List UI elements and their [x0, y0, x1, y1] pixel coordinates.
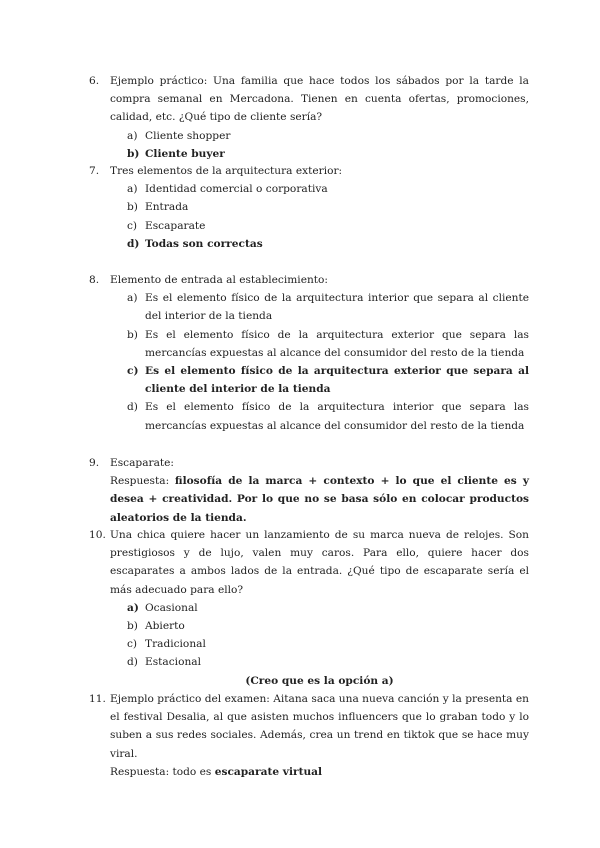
option-a	[127, 599, 529, 617]
answer-paragraph	[110, 472, 529, 527]
question-11	[89, 690, 529, 781]
option-text: Abierto	[145, 620, 185, 633]
answer-label: Respuesta:	[110, 475, 170, 488]
answer-text: filosofía de la marca + contexto + lo que el cliente es y desea + creatividad. Por lo que no se basa sólo en colocar productos aleatorios de la tienda.	[110, 475, 529, 524]
question-7	[89, 162, 529, 253]
option-text: Es el elemento físico de la arquitectura exterior que separa al cliente del interior de la tienda	[145, 365, 529, 396]
option-b	[127, 617, 529, 635]
question-6	[89, 72, 529, 163]
answer-label: Respuesta: todo es	[110, 765, 212, 778]
option-letter: c)	[127, 365, 139, 378]
option-d	[127, 653, 529, 671]
option-c	[127, 217, 529, 235]
option-text: Escaparate	[145, 219, 206, 232]
question-number: 10.	[89, 529, 106, 541]
option-b	[127, 326, 529, 362]
option-text: Ocasional	[145, 601, 198, 614]
option-letter: b)	[127, 201, 138, 214]
option-text: Identidad comercial o corporativa	[145, 183, 328, 196]
options-list	[127, 127, 529, 163]
option-letter: b)	[127, 620, 138, 633]
question-number: 11.	[89, 693, 106, 705]
question-text: Una chica quiere hacer un lanzamiento de su marca nueva de relojes. Son prestigiosos y de lujo, valen muy caros. Para ello, quiere hacer dos escaparates a ambos lados de la entrada. ¿Qué tipo de escaparate sería el más adecuado para ello?	[110, 529, 529, 596]
option-text: Cliente buyer	[145, 147, 225, 160]
option-text: Cliente shopper	[145, 129, 231, 142]
option-text: Todas son correctas	[145, 237, 263, 250]
option-letter: d)	[127, 237, 140, 250]
answer-paragraph	[110, 763, 529, 781]
option-b-correct	[127, 145, 529, 163]
question-text: Elemento de entrada al establecimiento:	[110, 274, 328, 286]
question-8	[89, 271, 529, 435]
option-letter: d)	[127, 401, 138, 414]
option-letter: a)	[127, 601, 139, 614]
question-text: Ejemplo práctico del examen: Aitana saca una nueva canción y la presenta en el festival Desalia, al que asisten muchos influencers que lo graban todo y lo suben a sus redes sociales. Además, crea un trend en tiktok que se hace muy viral.	[110, 693, 529, 760]
option-letter: b)	[127, 147, 140, 160]
author-note: (Creo que es la opción a)	[245, 674, 394, 687]
option-letter: a)	[127, 183, 138, 196]
option-a	[127, 289, 529, 325]
option-text: Estacional	[145, 656, 201, 669]
option-d	[127, 398, 529, 434]
option-b	[127, 198, 529, 216]
option-letter: a)	[127, 292, 138, 305]
question-text: Tres elementos de la arquitectura exterior:	[110, 165, 343, 177]
option-a	[127, 127, 529, 145]
option-c-correct	[127, 362, 529, 398]
question-number: 8.	[89, 274, 100, 286]
option-letter: c)	[127, 638, 138, 651]
option-c	[127, 635, 529, 653]
question-number: 6.	[89, 75, 100, 87]
options-list	[127, 599, 529, 672]
options-list	[127, 180, 529, 253]
option-text: Es el elemento físico de la arquitectura interior que separa al cliente del interior de la tienda	[145, 292, 529, 323]
option-text: Es el elemento físico de la arquitectura interior que separa las mercancías expuestas al alcance del consumidor del resto de la tienda	[145, 401, 529, 432]
question-9	[89, 454, 529, 527]
options-list	[127, 289, 529, 435]
option-text: Tradicional	[145, 638, 206, 651]
question-text: Ejemplo práctico: Una familia que hace todos los sábados por la tarde la compra semanal en Mercadona. Tienen en cuenta ofertas, promociones, calidad, etc. ¿Qué tipo de cliente sería?	[110, 75, 529, 124]
option-a	[127, 180, 529, 198]
option-letter: d)	[127, 656, 138, 669]
option-letter: c)	[127, 219, 138, 232]
option-letter: b)	[127, 328, 138, 341]
answer-text: escaparate virtual	[214, 765, 323, 778]
option-letter: a)	[127, 129, 138, 142]
option-d-correct	[127, 235, 529, 253]
question-text: Escaparate:	[110, 457, 174, 469]
question-number: 9.	[89, 457, 100, 469]
question-number: 7.	[89, 165, 100, 177]
question-10	[89, 526, 529, 690]
option-text: Es el elemento físico de la arquitectura exterior que separa las mercancías expuestas al alcance del consumidor del resto de la tienda	[145, 328, 529, 359]
option-text: Entrada	[145, 201, 189, 214]
